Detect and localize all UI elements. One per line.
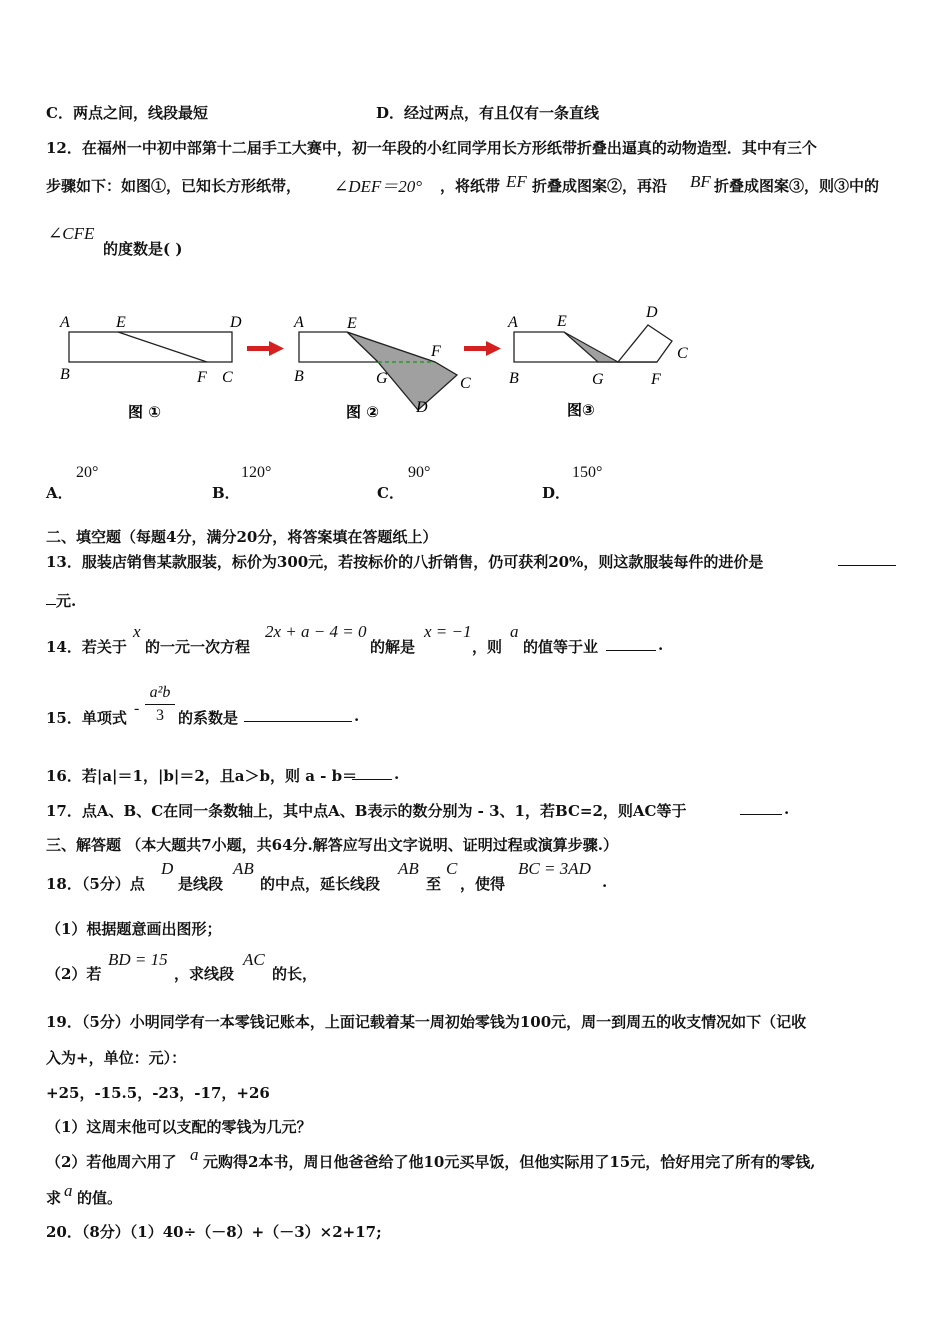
fig1-label-c: C: [222, 369, 233, 386]
q15-numerator: a²b: [149, 684, 171, 701]
q12-line3: 的度数是( ): [103, 240, 183, 258]
fig3-label-e: E: [557, 313, 567, 330]
fig2-label-a: A: [294, 314, 304, 331]
q14-equation: 2x + a − 4 = 0: [265, 622, 367, 641]
fig1-label-d: D: [230, 314, 242, 331]
q18-t4: ，使得: [460, 875, 506, 893]
q18-part2-post: 的长，: [272, 965, 318, 983]
q12-figures: [40, 295, 720, 430]
q12-option-d-letter: D．: [542, 484, 571, 502]
q12-line2b: ，将纸带: [440, 177, 501, 195]
fig2-label-c: C: [460, 375, 471, 392]
q12-option-b-value: 120°: [241, 464, 272, 481]
fig1-label-f: F: [197, 369, 207, 386]
fig1-caption: 图 ①: [128, 403, 161, 421]
fig3-label-f: F: [651, 371, 661, 388]
fig2-label-g: G: [376, 370, 388, 387]
q12-bf: BF: [690, 172, 711, 191]
q15-end: .: [354, 707, 360, 725]
q18-part2-mid: ，求线段: [174, 965, 235, 983]
q12-option-a-letter: A．: [46, 484, 73, 502]
q14-pre: 14．若关于: [46, 638, 127, 656]
q19-part2-pre: （2）若他周六用了: [46, 1153, 177, 1171]
q19-line2: 入为+，单位：元）：: [46, 1049, 187, 1067]
q15-answer-blank: [244, 707, 352, 722]
q12-option-c-letter: C．: [377, 484, 404, 502]
q18-part1: （1）根据题意画出图形；: [46, 920, 222, 938]
q17-text: 17．点A、B、C在同一条数轴上，其中点A、B表示的数分别为 - 3、1，若BC=2，则AC等于: [46, 802, 687, 820]
q19-part3-post: 的值。: [77, 1189, 123, 1207]
q19-a2: a: [64, 1181, 73, 1200]
figure-1: [59, 314, 242, 386]
q14-solution: x = −1: [424, 622, 472, 641]
q13-line2: 元.: [56, 592, 77, 610]
q15-denominator: 3: [156, 707, 164, 724]
q18-c: C: [446, 859, 458, 878]
q15-minus: -: [134, 700, 140, 717]
q12-line2d: 折叠成图案③，则③中的: [714, 177, 880, 195]
q14-mid2: 的解是: [370, 638, 416, 656]
q19-part1: （1）这周末他可以支配的零钱为几元？: [46, 1118, 312, 1136]
arrow-right-icon: [464, 341, 501, 356]
q12-line1: 12．在福州一中初中部第十二届手工大赛中，初一年段的小红同学用长方形纸带折叠出逼真的动物造型．其中有三个: [46, 139, 817, 157]
fig1-label-b: B: [60, 366, 70, 383]
q14-a: a: [510, 622, 519, 641]
q14-end: .: [658, 636, 664, 654]
fig3-label-d: D: [646, 304, 658, 321]
q18-bd: BD = 15: [108, 950, 168, 969]
q18-t3: 至: [426, 875, 442, 893]
q12-ef: EF: [506, 172, 527, 191]
fig3-label-g: G: [592, 371, 604, 388]
fig1-label-a: A: [60, 314, 70, 331]
q16-text: 16．若|a|＝1，|b|＝2，且a＞b，则 a - b＝: [46, 767, 358, 785]
q12-option-a-value: 20°: [76, 464, 99, 481]
fig2-label-d: D: [416, 399, 428, 416]
q12-option-d-value: 150°: [572, 464, 603, 481]
q17-end: .: [784, 800, 790, 818]
figure-2: [293, 314, 471, 416]
fig3-caption: 图③: [567, 401, 595, 419]
q18-t1: 是线段: [178, 875, 224, 893]
q12-angle-def: ∠DEF＝20°: [334, 177, 423, 196]
q14-x: x: [133, 622, 141, 641]
figure-3: [507, 304, 688, 388]
q19-data: +25，-15.5，-23，-17，+26: [46, 1084, 270, 1102]
q12-angle-cfe: ∠CFE: [48, 224, 95, 243]
q15-fraction: [145, 684, 175, 725]
fig3-label-a: A: [508, 314, 518, 331]
section-2-title: 二、填空题（每题4分，满分20分，将答案填在答题纸上）: [46, 528, 438, 546]
q12-option-b-letter: B．: [212, 484, 240, 502]
q13-answer-blank-cont: [46, 590, 56, 605]
q19-line1: 19．（5分）小明同学有一本零钱记账本，上面记载着某一周初始零钱为100元，周一到周五的收支情况如下（记收: [46, 1013, 807, 1031]
q18-part2-pre: （2）若: [46, 965, 102, 983]
q19-a: a: [190, 1145, 199, 1164]
q18-d: D: [161, 859, 174, 878]
q18-equation: BC = 3AD: [518, 859, 591, 878]
q19-part2-post: 元购得2本书，周日他爸爸给了他10元买早饭，但他实际用了15元，恰好用完了所有的零钱,: [203, 1153, 816, 1171]
q14-mid: 的一元一次方程: [145, 638, 251, 656]
arrow-right-icon: [247, 341, 284, 356]
q18-end: .: [602, 873, 608, 891]
q17-answer-blank: [740, 800, 782, 815]
q15-post: 的系数是: [178, 709, 239, 727]
fig3-label-b: B: [509, 370, 519, 387]
fig2-label-b: B: [294, 368, 304, 385]
fig3-label-c: C: [677, 345, 688, 362]
q19-part3-pre: 求: [46, 1189, 62, 1207]
fig2-caption: 图 ②: [346, 403, 379, 421]
fig1-label-e: E: [116, 314, 126, 331]
q20-text: 20．（8分）（1）40÷（－8）+（－3）×2+17;: [46, 1223, 382, 1241]
fig2-label-f: F: [431, 343, 441, 360]
q11-option-c: C．两点之间，线段最短: [46, 104, 208, 122]
q18-t2: 的中点，延长线段: [260, 875, 381, 893]
q11-option-d: D．经过两点，有且仅有一条直线: [376, 104, 600, 122]
q18-pre: 18．（5分）点: [46, 875, 145, 893]
q12-option-c-value: 90°: [408, 464, 431, 481]
q14-answer-blank: [606, 636, 656, 651]
q16-answer-blank: [352, 765, 392, 780]
q13-line1: 13．服装店销售某款服装，标价为300元，若按标价的八折销售，仍可获利20%，则这款服装每件的进价是: [46, 553, 764, 571]
q14-post: 的值等于业: [523, 638, 599, 656]
section-3-title: 三、解答题 （本大题共7小题，共64分.解答应写出文字说明、证明过程或演算步骤.）: [46, 836, 618, 854]
q13-answer-blank: [838, 551, 896, 566]
q14-mid3: ，则: [472, 638, 503, 656]
q12-line2c: 折叠成图案②，再沿: [532, 177, 668, 195]
q16-end: .: [394, 765, 400, 783]
q18-ac: AC: [243, 950, 265, 969]
fig2-label-e: E: [347, 315, 357, 332]
q18-ab2: AB: [398, 859, 419, 878]
q18-ab: AB: [233, 859, 254, 878]
q12-line2a: 步骤如下：如图①，已知长方形纸带，: [46, 177, 302, 195]
q15-pre: 15．单项式: [46, 709, 127, 727]
